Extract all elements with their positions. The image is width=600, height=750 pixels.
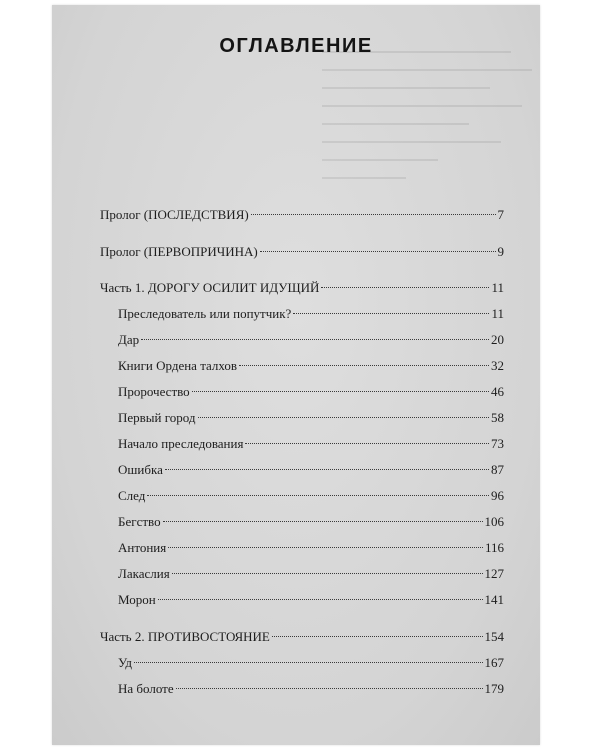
book-page xyxy=(52,5,540,745)
toc-entry-label: Дар xyxy=(118,332,140,347)
dot-leader xyxy=(147,495,489,496)
toc-entry-page: 116 xyxy=(484,540,504,555)
toc-entry-page: 20 xyxy=(491,332,504,347)
toc-entry xyxy=(118,408,504,428)
toc-entry xyxy=(118,512,504,532)
toc-entry-page: 141 xyxy=(484,592,504,607)
toc-entry-page: 127 xyxy=(484,566,504,581)
toc-entry-label: Антония xyxy=(118,540,167,555)
dot-leader xyxy=(321,287,489,288)
toc-entry xyxy=(100,278,504,298)
toc-entry xyxy=(118,460,504,480)
toc-entry-label: На болоте xyxy=(118,681,174,696)
bleed-through-text xyxy=(322,35,532,215)
toc-entry xyxy=(118,356,504,376)
toc-entry-label: Книги Ордена талхов xyxy=(118,358,238,373)
toc-entry-label: След xyxy=(118,488,146,503)
dot-leader xyxy=(168,547,483,548)
toc-entry xyxy=(118,653,504,673)
toc-entry xyxy=(118,382,504,402)
toc-entry-page: 11 xyxy=(491,280,504,295)
toc-entry-label: Пролог (ПОСЛЕДСТВИЯ) xyxy=(100,207,249,222)
dot-leader xyxy=(172,573,483,574)
toc-entry-label: Морон xyxy=(118,592,156,607)
toc-entry xyxy=(118,330,504,350)
toc-entry-page: 96 xyxy=(491,488,504,503)
toc-entry-label: Часть 2. ПРОТИВОСТОЯНИЕ xyxy=(100,629,270,644)
dot-leader xyxy=(272,636,483,637)
toc-entry xyxy=(118,486,504,506)
toc-entry-page: 73 xyxy=(491,436,504,451)
dot-leader xyxy=(165,469,489,470)
toc-entry-label: Ошибка xyxy=(118,462,163,477)
dot-leader xyxy=(176,688,483,689)
dot-leader xyxy=(245,443,489,444)
dot-leader xyxy=(293,313,489,314)
toc-entry-label: Пророчество xyxy=(118,384,190,399)
dot-leader xyxy=(260,251,496,252)
toc-entry-page: 167 xyxy=(484,655,504,670)
toc-entry xyxy=(118,679,504,699)
toc-entry-label: Уд xyxy=(118,655,132,670)
toc-entry-label: Пролог (ПЕРВОПРИЧИНА) xyxy=(100,244,258,259)
toc-entry-label: Лакаслия xyxy=(118,566,170,581)
toc-entry-page: 106 xyxy=(484,514,504,529)
toc-entry xyxy=(118,304,504,324)
toc-entry-page: 58 xyxy=(491,410,504,425)
toc-entry-page: 179 xyxy=(484,681,504,696)
dot-leader xyxy=(158,599,483,600)
dot-leader xyxy=(239,365,489,366)
toc-entry-page: 11 xyxy=(491,306,504,321)
dot-leader xyxy=(192,391,489,392)
toc-entry-label: Первый город xyxy=(118,410,196,425)
toc-entry-page: 87 xyxy=(491,462,504,477)
toc-entry-page: 7 xyxy=(497,207,504,222)
toc-entry-page: 9 xyxy=(497,244,504,259)
toc-entry-page: 154 xyxy=(484,629,504,644)
toc-entry xyxy=(118,434,504,454)
toc-entry xyxy=(118,564,504,584)
dot-leader xyxy=(163,521,483,522)
toc-entry xyxy=(118,538,504,558)
toc-entry-label: Начало преследования xyxy=(118,436,244,451)
toc-entry-label: Бегство xyxy=(118,514,161,529)
page-title: ОГЛАВЛЕНИЕ xyxy=(219,35,373,57)
toc-entry xyxy=(100,627,504,647)
toc-entry-label: Часть 1. ДОРОГУ ОСИЛИТ ИДУЩИЙ xyxy=(100,280,320,295)
dot-leader xyxy=(141,339,489,340)
toc-entry-page: 46 xyxy=(491,384,504,399)
dot-leader xyxy=(134,662,483,663)
dot-leader xyxy=(251,214,496,215)
toc-entry xyxy=(100,205,504,225)
dot-leader xyxy=(198,417,490,418)
toc-entry xyxy=(118,590,504,610)
toc-entry-page: 32 xyxy=(491,358,504,373)
toc-entry xyxy=(100,242,504,262)
toc-entry-label: Преследователь или попутчик? xyxy=(118,306,292,321)
